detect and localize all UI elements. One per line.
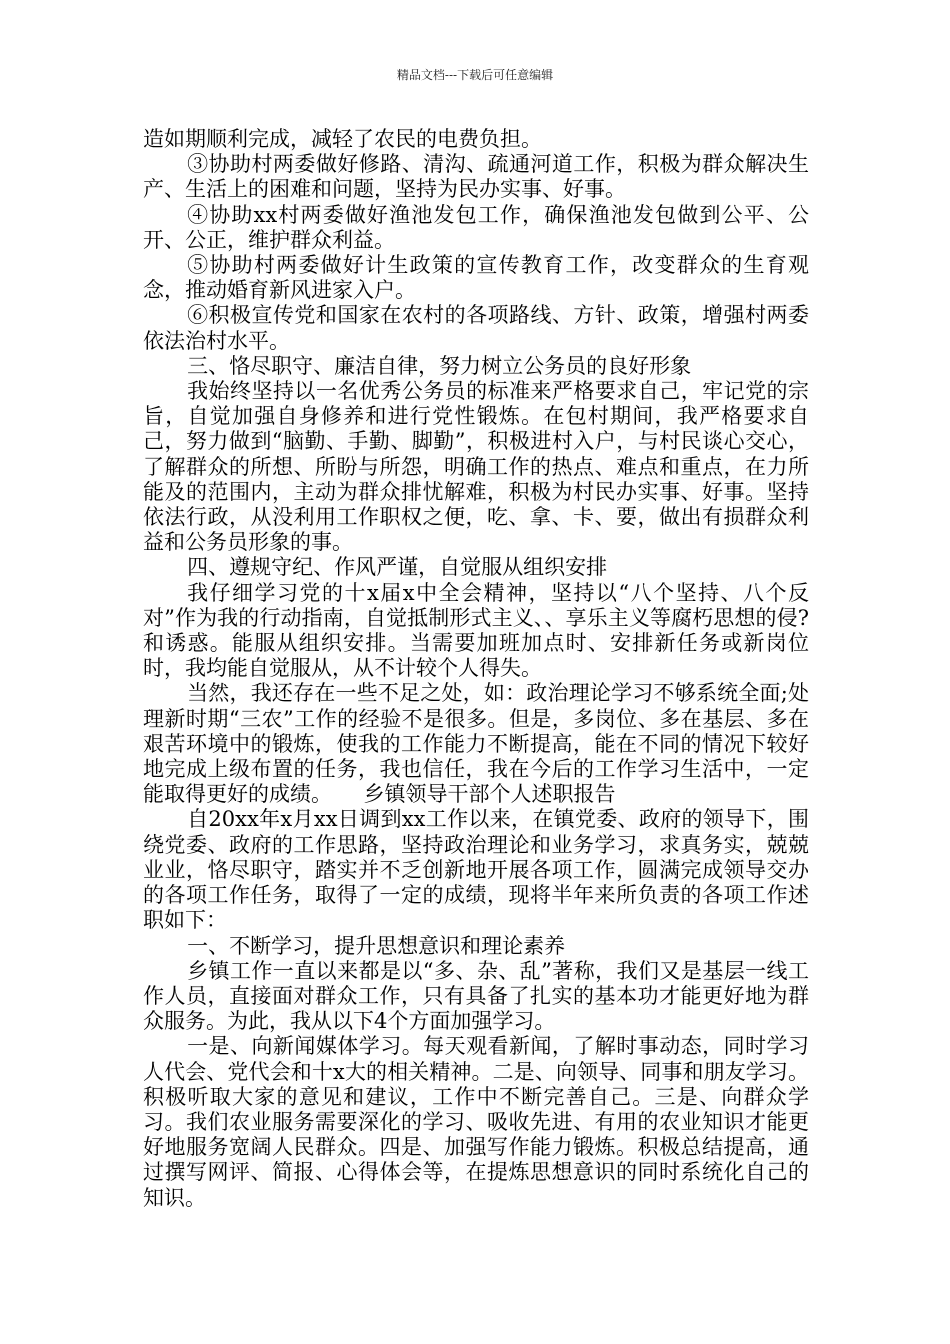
paragraph: ⑤协助村两委做好计生政策的宣传教育工作，改变群众的生育观念，推动婚育新风进家入户。: [143, 253, 809, 303]
section-heading: 四、遵规守纪、作风严谨，自觉服从组织安排: [187, 555, 608, 580]
paragraph: ④协助xx村两委做好渔池发包工作，确保渔池发包做到公平、公开、公正，维护群众利益。: [143, 202, 809, 252]
paragraph: 造如期顺利完成，减轻了农民的电费负担。: [143, 127, 542, 151]
section-heading: 一、不断学习，提升思想意识和理论素养: [187, 933, 566, 958]
paragraph: 乡镇工作一直以来都是以“多、杂、乱”著称，我们又是基层一线工作人员，直接面对群众工作，只有具备了扎实的基本功才能更好地为群众服务。为此，我从以下4个方面加强学习。: [143, 958, 809, 1034]
paragraph: 我仔细学习党的十x届x中全会精神，坚持以“八个坚持、八个反对”作为我的行动指南，自觉抵制形式主义、、享乐主义等腐朽思想的侵?和诱惑。能服从组织安排。当需要加班加点时、安排新任务或新岗位时，我均能自觉服从，从不计较个人得失。: [143, 580, 809, 681]
paragraph: 自20xx年x月xx日调到xx工作以来，在镇党委、政府的领导下，围绕党委、政府的工作思路，坚持政治理论和业务学习，求真务实，兢兢业业，恪尽职守，踏实并不乏创新地开展各项工作，圆满完成领导交办的各项工作任务，取得了一定的成绩，现将半年来所负责的各项工作述职如下：: [143, 807, 809, 933]
paragraph: 我始终坚持以一名优秀公务员的标准来严格要求自己，牢记党的宗旨，自觉加强自身修养和进行党性锻炼。在包村期间，我严格要求自己，努力做到“脑勤、手勤、脚勤”，积极进村入户，与村民谈心交心，了解群众的所想、所盼与所怨，明确工作的热点、难点和重点，在力所能及的范围内，主动为群众排忧解难，积极为村民办实事、好事。坚持依法行政，从没利用工作职权之便，吃、拿、卡、要，做出有损群众利益和公务员形象的事。: [143, 379, 809, 555]
section-heading: 三、恪尽职守、廉洁自律，努力树立公务员的良好形象: [187, 353, 692, 378]
paragraph: ③协助村两委做好修路、清沟、疏通河道工作，积极为群众解决生产、生活上的困难和问题，坚持为民办实事、好事。: [143, 152, 809, 202]
paragraph: ⑥积极宣传党和国家在农村的各项路线、方针、政策，增强村两委依法治村水平。: [143, 303, 809, 353]
paragraph: 当然，我还存在一些不足之处，如：政治理论学习不够系统全面;处理新时期“三农”工作的经验不是很多。但是，多岗位、多在基层、多在艰苦环境中的锻炼，使我的工作能力不断提高，能在不同的情况下较好地完成上级布置的任务，我也信任，我在今后的工作学习生活中，一定能取得更好的成绩。 乡镇领导干部个人述职报告: [143, 681, 809, 807]
paragraph: 一是、向新闻媒体学习。每天观看新闻，了解时事动态，同时学习人代会、党代会和十x大的相关精神。二是、向领导、同事和朋友学习。积极听取大家的意见和建议，工作中不断完善自己。三是、向群众学习。我们农业服务需要深化的学习、吸收先进、有用的农业知识才能更好地服务宽阔人民群众。四是、加强写作能力锻炼。积极总结提高，通过撰写网评、简报、心得体会等，在提炼思想意识的同时系统化自己的知识。: [143, 1034, 809, 1210]
page-header: 精品文档---下载后可任意编辑: [396, 68, 554, 82]
document-body: [143, 127, 809, 1211]
